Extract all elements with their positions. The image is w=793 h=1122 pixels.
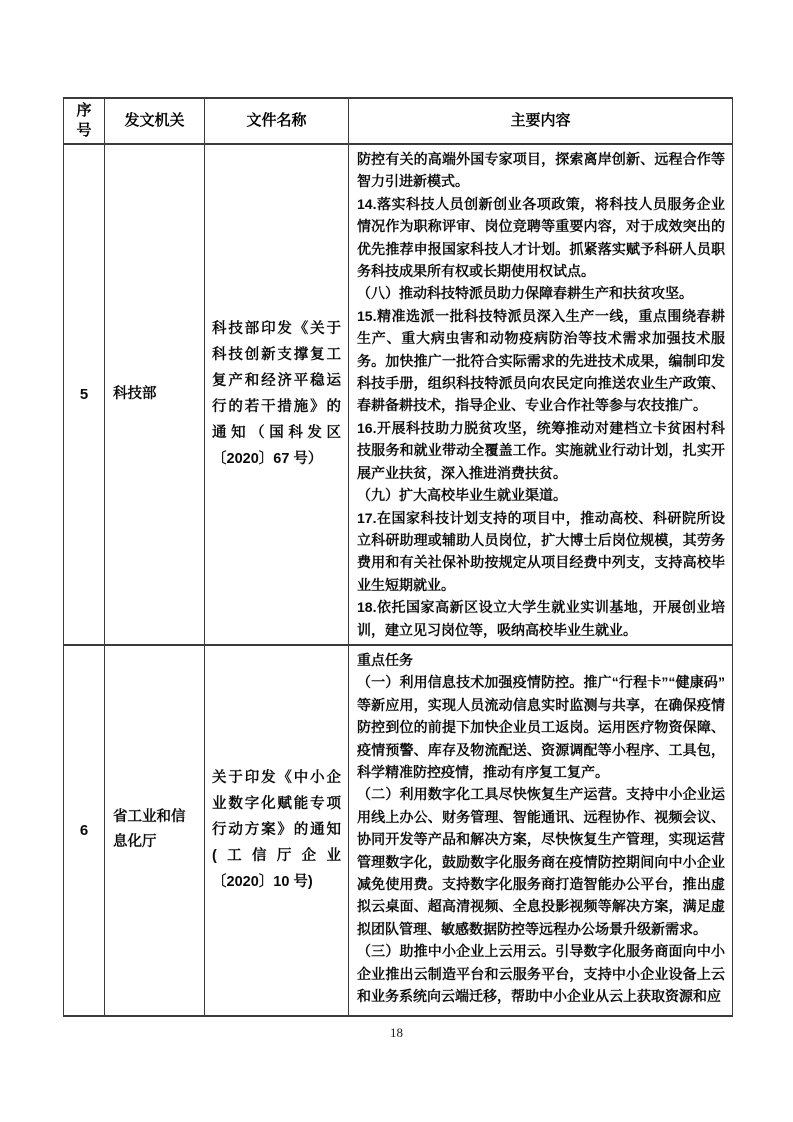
content-paragraph: 16.开展科技助力脱贫攻坚，统筹推动对建档立卡贫困村科技服务和就业带动全覆盖工作。实施就业行动计划，扎实开展产业扶贫，深入推进消费扶贫。 — [357, 419, 725, 481]
content-paragraph: 防控有关的高端外国专家项目，探索离岸创新、远程合作等智力引进新模式。 — [357, 151, 725, 190]
content-paragraph: （九）扩大高校毕业生就业渠道。 — [357, 487, 567, 504]
row-agency: 省工业和信息化厅 — [105, 645, 205, 1016]
content-paragraph: （三）助推中小企业上云用云。引导数字化服务商面向中小企业推出云制造平台和云服务平台，支持中小企业设备上云和业务系统向云端迁移，帮助中小企业从云上获取资源和应 — [357, 943, 725, 1005]
header-docname: 文件名称 — [205, 98, 349, 144]
row-seq: 6 — [64, 645, 105, 1016]
content-paragraph: 17.在国家科技计划支持的项目中，推动高校、科研院所设立科研助理或辅助人员岗位，扩大博士后岗位规模，其劳务费用和有关社保补助按规定从项目经费中列支，支持高校毕业生短期就业。 — [357, 509, 725, 593]
header-agency: 发文机关 — [105, 98, 205, 144]
row-content — [349, 144, 733, 645]
content-paragraph: 15.精准选派一批科技特派员深入生产一线，重点围绕春耕生产、重大病虫害和动物疫病防治等技术需求加强技术服务。加快推广一批符合实际需求的先进技术成果，编制印发科技手册，组织科技特派员向农民定向推送农业生产政策、春耕备耕技术，指导企业、专业合作社等参与农技推广。 — [357, 307, 725, 414]
table-header-row — [64, 98, 733, 144]
content-paragraph: 18.依托国家高新区设立大学生就业实训基地，开展创业培训，建立见习岗位等，吸纳高校毕业生就业。 — [357, 599, 725, 638]
document-table — [63, 97, 733, 1017]
content-paragraph: （八）推动科技特派员助力保障春耕生产和扶贫攻坚。 — [357, 285, 693, 302]
table-row — [64, 144, 733, 645]
row-seq: 5 — [64, 144, 105, 645]
page-number: 18 — [390, 1025, 403, 1040]
header-content: 主要内容 — [349, 98, 733, 144]
table-row — [64, 645, 733, 1016]
content-paragraph: （二）利用数字化工具尽快恢复生产运营。支持中小企业运用线上办公、财务管理、智能通讯、远程协作、视频会议、协同开发等产品和解决方案，尽快恢复生产管理，实现运营管理数字化，鼓励数字化服务商在疫情防控期间向中小企业减免使用费。支持数字化服务商打造智能办公平台，推出虚拟云桌面、超高清视频、全息投影视频等解决方案，满足虚拟团队管理、敏感数据防控等远程办公场景升级新需求。 — [357, 786, 725, 937]
header-seq: 序号 — [64, 98, 105, 144]
content-paragraph: 重点任务 — [357, 651, 413, 668]
row-agency: 科技部 — [105, 144, 205, 645]
content-paragraph: （一）利用信息技术加强疫情防控。推广“行程卡”“健康码”等新应用，实现人员流动信息实时监测与共享，在确保疫情防控到位的前提下加快企业员工返岗。运用医疗物资保障、疫情预警、库存及物流配送、资源调配等小程序、工具包，科学精准防控疫情，推动有序复工复产。 — [357, 674, 725, 780]
row-docname: 科技部印发《关于科技创新支撑复工复产和经济平稳运行的若干措施》的通知（国科发区〔2020〕67 号） — [205, 144, 349, 645]
content-paragraph: 14.落实科技人员创新创业各项政策，将科技人员服务企业情况作为职称评审、岗位竞聘等重要内容，对于成效突出的优先推荐申报国家科技人才计划。抓紧落实赋予科研人员职务科技成果所有权或长期使用权试点。 — [357, 195, 725, 280]
row-content — [349, 645, 733, 1016]
row-docname: 关于印发《中小企业数字化赋能专项行动方案》的通知(工信厅企业〔2020〕10 号) — [205, 645, 349, 1016]
